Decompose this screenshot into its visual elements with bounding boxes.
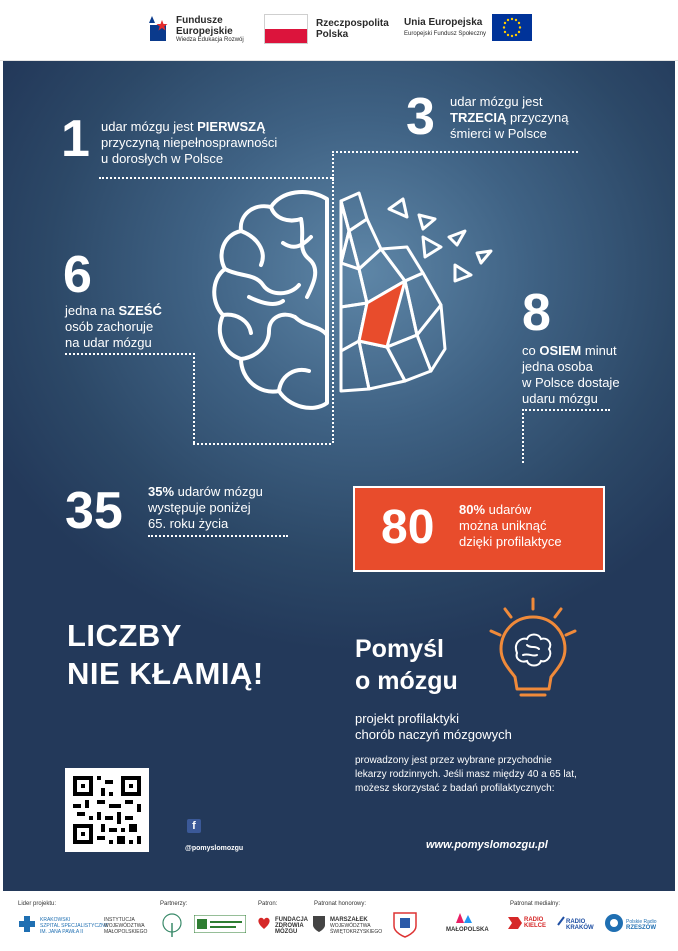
eu-title: Unia Europejska <box>404 17 483 29</box>
details-line-1: prowadzony jest przez wybrane przychodnie <box>355 755 552 766</box>
website-link[interactable]: www.pomyslomozgu.pl <box>426 839 548 851</box>
stat-80-line3: dzięki profilaktyce <box>459 534 562 549</box>
fundacja-logo <box>275 917 308 935</box>
radio-rzeszow-line-2: RZESZÓW <box>626 925 656 931</box>
stat-8-post: minut <box>581 343 617 358</box>
stat-80-bold: 80% <box>459 502 486 517</box>
stat-1-pre: udar mózgu jest <box>101 119 198 134</box>
fe-star-icon <box>148 14 170 44</box>
patronat-medialny-label: Patronat medialny: <box>510 901 561 907</box>
fundacja-line-2: ZDROWIA <box>275 923 304 929</box>
stat-1-bold: PIERWSZĄ <box>197 119 266 134</box>
stat-3-line1: udar mózgu jest <box>450 94 543 109</box>
connector-8 <box>522 409 610 411</box>
connector-3 <box>332 151 578 153</box>
marszalek-line-3: ŚWIĘTOKRZYSKIEGO <box>330 929 383 935</box>
details-line-2: lekarzy rodzinnych. Jeśli masz między 40 a 65 lat, <box>355 769 577 780</box>
stat-6-bold: SZEŚĆ <box>118 303 162 318</box>
stat-8-text <box>522 343 620 407</box>
campaign-title-1: Pomyśl <box>355 635 444 663</box>
details-line-3: możesz skorzystać z badań profilaktycznych: <box>355 783 555 794</box>
stat-80-box <box>353 486 605 572</box>
stat-8-pre: co <box>522 343 540 358</box>
fundacja-line-1: FUNDACJA <box>275 917 308 923</box>
pl-title-1: Rzeczpospolita <box>316 18 389 29</box>
brain-highlight-shard <box>359 281 405 347</box>
stat-8-number: 8 <box>522 284 551 342</box>
fundacja-heart-icon <box>256 915 272 931</box>
radio-krakow-line-2: KRAKÓW <box>566 925 594 931</box>
pl-title-2: Polska <box>316 29 349 40</box>
stat-35-text <box>148 484 263 532</box>
hospital-cross-icon <box>18 915 36 933</box>
stat-3-line3: śmierci w Polsce <box>450 126 547 141</box>
fundacja-line-3: MÓZGU <box>275 929 298 935</box>
fundusze-europejskie-logo <box>148 14 244 44</box>
connector-6 <box>65 353 195 355</box>
fe-title-1: Fundusze <box>176 14 223 26</box>
stat-3-text <box>450 94 568 142</box>
szpital-logo <box>40 917 108 935</box>
lightbulb-brain-icon <box>487 597 579 701</box>
radio-krakow-icon <box>556 915 566 927</box>
radio-rzeszow-logo <box>626 919 657 931</box>
connector-center-top <box>332 151 334 179</box>
tree-logo-icon <box>160 913 184 939</box>
rzeczpospolita-logo <box>264 14 389 44</box>
poster-main <box>3 61 675 891</box>
stat-6-line2: osób zachoruje <box>65 319 154 334</box>
stat-1-text <box>101 119 277 167</box>
eu-subtitle: Europejski Fundusz Społeczny <box>404 31 487 38</box>
campaign-title-2: o mózgu <box>355 667 458 695</box>
connector-6-vert <box>193 353 195 443</box>
slogan-line-1: LICZBY <box>67 618 182 653</box>
fe-subtitle: Wiedza Edukacja Rozwój <box>176 36 244 43</box>
marszalek-crest-icon <box>312 915 326 933</box>
stat-35-post: udarów mózgu <box>174 484 263 499</box>
stat-8-line3: w Polsce dostaje <box>522 375 620 390</box>
qr-code[interactable] <box>65 768 149 852</box>
radio-krakow-line-1: RADIO <box>566 919 586 925</box>
stat-6-pre: jedna na <box>65 303 119 318</box>
stat-8-bold: OSIEM <box>539 343 582 358</box>
project-details <box>355 754 577 796</box>
swietokrzyskie-crest-icon <box>392 911 418 939</box>
stat-80-text <box>459 502 562 550</box>
slogan <box>67 617 264 693</box>
radio-kielce-line-2: KIELCE <box>524 923 547 929</box>
partnerzy-label: Partnerzy: <box>160 901 188 907</box>
stat-8-line4: udaru mózgu <box>522 391 598 406</box>
patronat-honorowy-label: Patronat honorowy: <box>314 901 367 907</box>
instytucja-line-1: INSTYTUCJA <box>104 917 135 923</box>
stat-80-line2: można uniknąć <box>459 518 547 533</box>
marszalek-line-2: WOJEWÓDZTWA <box>330 923 371 929</box>
stat-1-number: 1 <box>61 110 90 168</box>
campaign-title <box>355 633 458 697</box>
logo-bar <box>0 0 678 61</box>
connector-6-horiz <box>193 443 331 445</box>
instytucja-line-3: MAŁOPOLSKIEGO <box>104 929 148 935</box>
stat-6-number: 6 <box>63 246 92 304</box>
stat-80-post: udarów <box>485 502 532 517</box>
stat-1-line3: u dorosłych w Polsce <box>101 151 224 166</box>
polskie-radio-rzeszow-icon <box>604 913 624 933</box>
eu-flag-icon <box>492 14 532 41</box>
radio-kielce-logo <box>524 917 546 929</box>
project-description <box>355 711 512 743</box>
stat-6-line3: na udar mózgu <box>65 335 152 350</box>
stat-35-bold: 35% <box>148 484 175 499</box>
radio-rzeszow-line-1: Polskie Radio <box>626 919 657 925</box>
stat-35-number: 35 <box>65 482 123 540</box>
szpital-line-2: SZPITAL SPECJALISTYCZNY <box>40 923 109 929</box>
stat-8-line2: jedna osoba <box>522 359 593 374</box>
marszalek-line-1: MARSZAŁEK <box>330 917 368 923</box>
project-line-2: chorób naczyń mózgowych <box>355 727 512 742</box>
radio-kielce-icon <box>508 915 522 931</box>
radio-krakow-logo <box>566 919 594 931</box>
malopolska-shapes-icon <box>454 911 474 925</box>
connector-35 <box>148 535 288 537</box>
lider-label: Lider projektu: <box>18 901 57 907</box>
unia-europejska-logo <box>404 14 532 41</box>
brain-illustration <box>209 185 509 425</box>
fe-title-2: Europejskie <box>176 25 233 37</box>
connector-1 <box>99 177 332 179</box>
stat-1-line2: przyczyną niepełnosprawności <box>101 135 278 150</box>
malopolska-logo <box>446 927 489 933</box>
szpital-line-3: IM. JANA PAWŁA II <box>40 929 84 935</box>
instytucja-logo <box>104 917 147 935</box>
facebook-icon[interactable]: f <box>187 819 201 833</box>
partner-green-logo-icon <box>194 915 246 933</box>
instytucja-line-2: WOJEWÓDZTWA <box>104 923 145 929</box>
stat-80-number: 80 <box>381 501 435 554</box>
szpital-line-1: KRAKOWSKI <box>40 917 71 923</box>
polish-flag-icon <box>264 14 308 44</box>
radio-kielce-line-1: RADIO <box>524 917 544 923</box>
stat-3-post: przyczyną <box>506 110 569 125</box>
stat-35-line2: występuje poniżej <box>148 500 251 515</box>
social-handle[interactable]: @pomyslomozgu <box>185 845 244 852</box>
stat-35-line3: 65. roku życia <box>148 516 229 531</box>
connector-8-vert <box>522 409 524 463</box>
project-line-1: projekt profilaktyki <box>355 711 460 726</box>
partners-bar <box>0 891 678 951</box>
malopolska-text: MAŁOPOLSKA <box>446 927 489 933</box>
patron-label: Patron: <box>258 901 278 907</box>
stat-3-bold: TRZECIĄ <box>450 110 507 125</box>
stat-3-number: 3 <box>406 88 435 146</box>
marszalek-logo <box>330 917 382 935</box>
slogan-line-2: NIE KŁAMIĄ! <box>67 656 264 691</box>
stat-6-text <box>65 303 162 351</box>
